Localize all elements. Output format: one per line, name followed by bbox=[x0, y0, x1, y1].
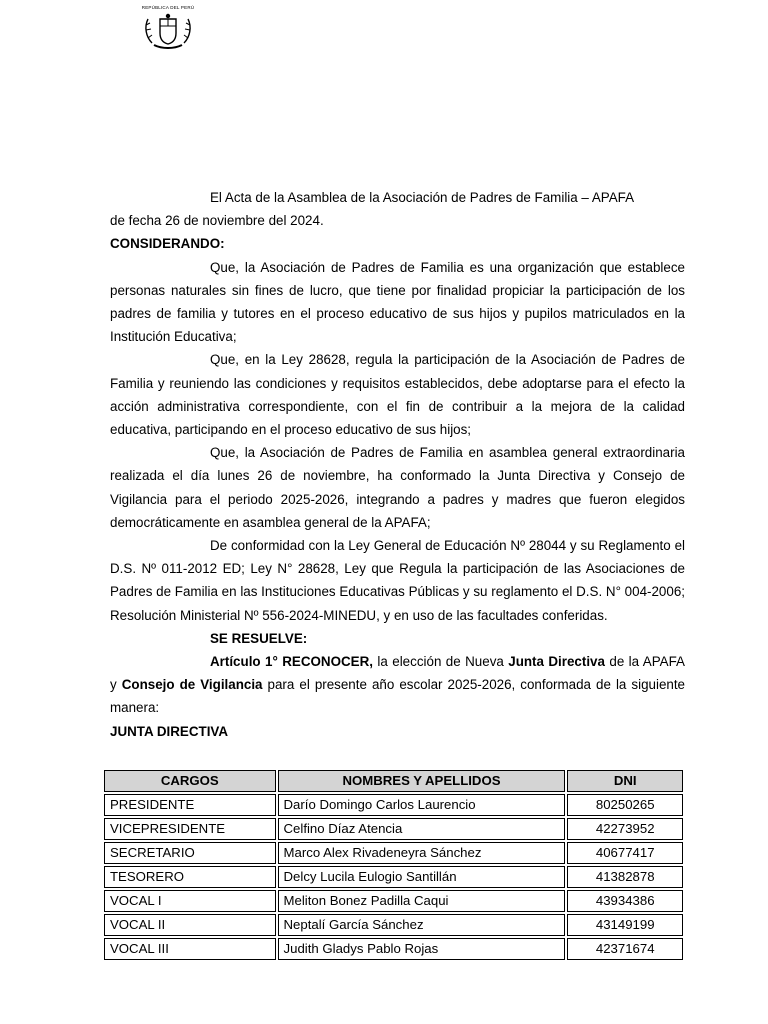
table-row bbox=[104, 866, 683, 888]
table-row bbox=[104, 938, 683, 960]
cell-cargo: VOCAL III bbox=[104, 938, 276, 960]
cell-dni: 80250265 bbox=[567, 794, 683, 816]
table-row bbox=[104, 890, 683, 912]
cell-nombre: Delcy Lucila Eulogio Santillán bbox=[278, 866, 566, 888]
articulo-bold: Junta Directiva bbox=[508, 654, 605, 670]
cell-dni: 40677417 bbox=[567, 842, 683, 864]
considerando-paragraph: De conformidad con la Ley General de Educación Nº 28044 y su Reglamento el D.S. Nº 011-2012 ED; Ley N° 28628, Ley que Regula la participación de las Asociaciones de Padres de Familia en las Instituciones Educativas Públicas y su reglamento el D.S. N° 004-2006; Resolución Ministerial Nº 556-2024-MINEDU, y en uso de las facultades conferidas. bbox=[110, 538, 685, 623]
cell-cargo: PRESIDENTE bbox=[104, 794, 276, 816]
cell-dni: 43934386 bbox=[567, 890, 683, 912]
cell-dni: 41382878 bbox=[567, 866, 683, 888]
header-nombres: NOMBRES Y APELLIDOS bbox=[278, 770, 566, 792]
header-cargos: CARGOS bbox=[104, 770, 276, 792]
cell-nombre: Marco Alex Rivadeneyra Sánchez bbox=[278, 842, 566, 864]
seal-caption: REPÚBLICA DEL PERÚ bbox=[141, 5, 195, 10]
articulo-text: la elección de Nueva bbox=[373, 654, 509, 670]
document-body bbox=[110, 186, 685, 743]
articulo-1 bbox=[110, 650, 685, 720]
table-row bbox=[104, 842, 683, 864]
junta-directiva-heading: JUNTA DIRECTIVA bbox=[110, 723, 229, 739]
considerando-paragraph: Que, la Asociación de Padres de Familia es una organización que establece personas naturales sin fines de lucro, que tiene por finalidad propiciar la participación de los padres de familia y tutores en el proceso educativo de sus hijos y pupilos matriculados en la Institución Educativa; bbox=[110, 259, 685, 345]
cell-nombre: Neptalí García Sánchez bbox=[278, 914, 566, 936]
header-dni: DNI bbox=[567, 770, 683, 792]
cell-cargo: VICEPRESIDENTE bbox=[104, 818, 276, 840]
articulo-text: de la APAFA y bbox=[110, 654, 685, 693]
cell-cargo: TESORERO bbox=[104, 866, 276, 888]
articulo-bold: Consejo de Vigilancia bbox=[121, 677, 263, 693]
intro-line-1: El Acta de la Asamblea de la Asociación de Padres de Familia – APAFA bbox=[210, 190, 635, 205]
table-row bbox=[104, 914, 683, 936]
cell-nombre: Celfino Díaz Atencia bbox=[278, 818, 566, 840]
articulo-text: para el presente año escolar 2025-2026, conformada de la siguiente manera: bbox=[110, 677, 686, 716]
cell-cargo: VOCAL II bbox=[104, 914, 276, 936]
table-row bbox=[104, 818, 683, 840]
cell-dni: 42273952 bbox=[567, 818, 683, 840]
articulo-label: Artículo 1° RECONOCER, bbox=[210, 654, 373, 670]
cell-dni: 43149199 bbox=[567, 914, 683, 936]
cell-nombre: Darío Domingo Carlos Laurencio bbox=[278, 794, 566, 816]
se-resuelve-heading: SE RESUELVE: bbox=[210, 630, 308, 646]
cell-dni: 42371674 bbox=[567, 938, 683, 960]
considerando-heading: CONSIDERANDO: bbox=[110, 236, 225, 252]
table-row bbox=[104, 794, 683, 816]
intro-line-2: de fecha 26 de noviembre del 2024. bbox=[110, 213, 324, 229]
cell-nombre: Meliton Bonez Padilla Caqui bbox=[278, 890, 566, 912]
considerando-paragraph: Que, en la Ley 28628, regula la participación de la Asociación de Padres de Familia y reuniendo las condiciones y requisitos establecidos, debe adoptarse para el efecto la acción administrativa correspondiente, con el fin de contribuir a la mejora de la calidad educativa, participando en el proceso educativo de sus hijos; bbox=[110, 352, 685, 438]
table-header-row bbox=[104, 770, 683, 792]
junta-directiva-table bbox=[102, 768, 685, 962]
cell-nombre: Judith Gladys Pablo Rojas bbox=[278, 938, 566, 960]
coat-of-arms-icon bbox=[142, 5, 194, 53]
cell-cargo: SECRETARIO bbox=[104, 842, 276, 864]
considerando-paragraph: Que, la Asociación de Padres de Familia en asamblea general extraordinaria realizada el día lunes 26 de noviembre, ha conformado la Junta Directiva y Consejo de Vigilancia para el periodo 2025-2026, integrando a padres y madres que fueron elegidos democráticamente en asamblea general de la APAFA; bbox=[110, 445, 685, 530]
cell-cargo: VOCAL I bbox=[104, 890, 276, 912]
